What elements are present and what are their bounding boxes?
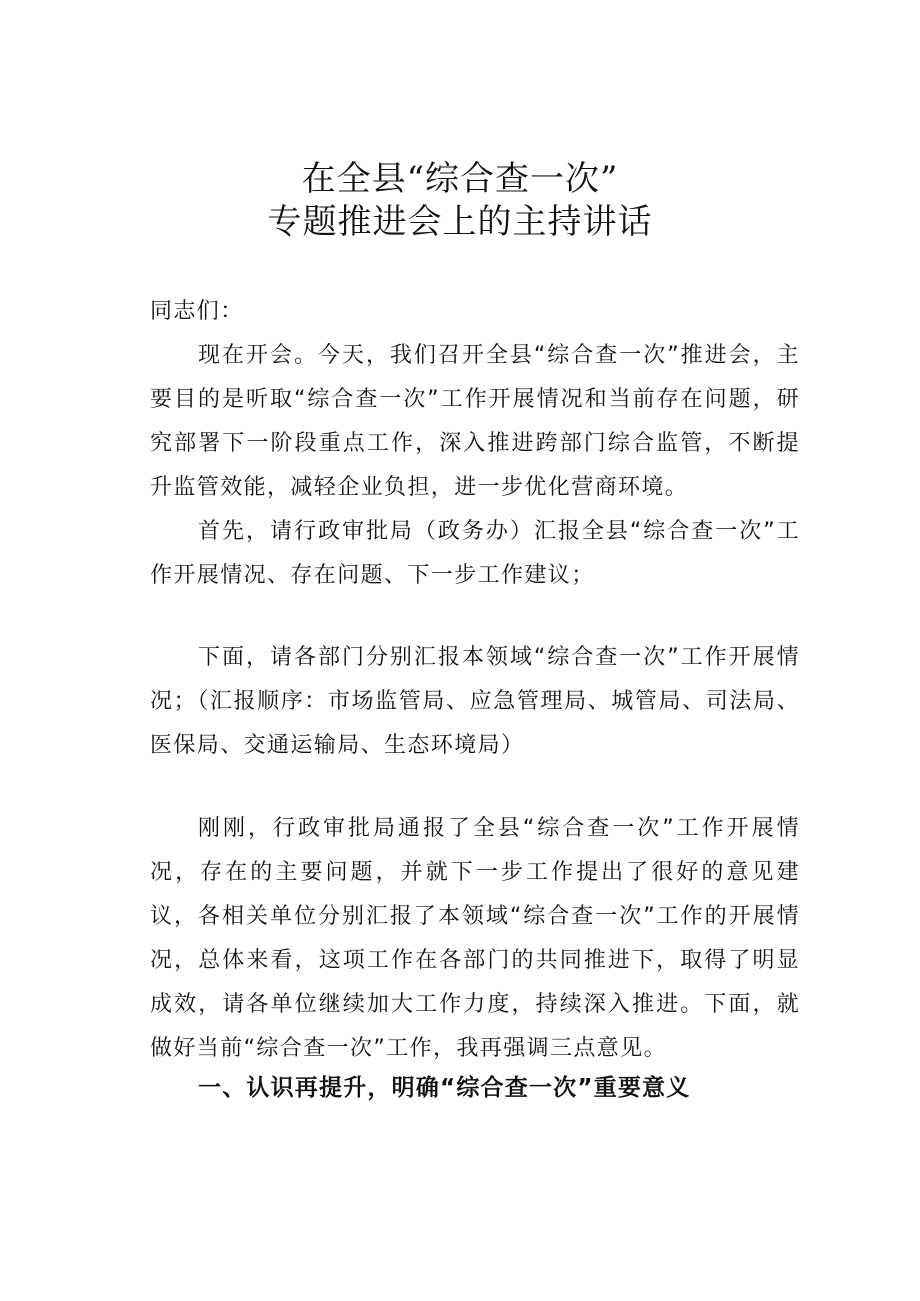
document-title-line-1: 在全县“综合查一次”: [301, 159, 619, 199]
paragraph-department-reports: 下面，请各部门分别汇报本领域“综合查一次”工作开展情况；（汇报顺序：市场监管局、应急管理局、城管局、司法局、医保局、交通运输局、生态环境局）: [150, 645, 800, 758]
document-title-line-2: 专题推进会上的主持讲话: [267, 202, 653, 242]
salutation: 同志们：: [150, 299, 244, 324]
paragraph-opening: 现在开会。今天，我们召开全县“综合查一次”推进会，主要目的是听取“综合查一次”工作开展情况和当前存在问题，研究部署下一阶段重点工作，深入推进跨部门综合监管，不断提升监管效能，减轻企业负担，进一步优化营商环境。: [150, 343, 800, 500]
paragraph-first-report: 首先，请行政审批局（政务办）汇报全县“综合查一次”工作开展情况、存在问题、下一步工作建议；: [150, 519, 800, 588]
section-heading-1: 一、认识再提升，明确“综合查一次”重要意义: [198, 1075, 691, 1101]
paragraph-summary: 刚刚，行政审批局通报了全县“综合查一次”工作开展情况，存在的主要问题，并就下一步工作提出了很好的意见建议，各相关单位分别汇报了本领域“综合查一次”工作的开展情况，总体来看，这项工作在各部门的共同推进下，取得了明显成效，请各单位继续加大工作力度，持续深入推进。下面，就做好当前“综合查一次”工作，我再强调三点意见。: [150, 816, 800, 1061]
